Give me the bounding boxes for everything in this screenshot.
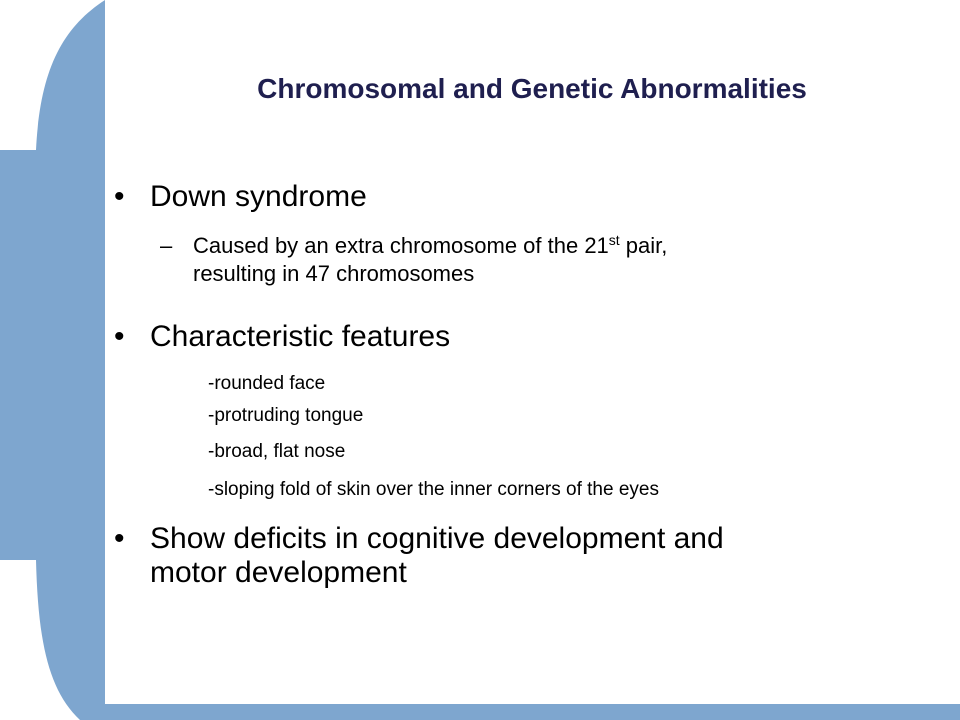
feature-item: -protruding tongue (208, 405, 364, 426)
bullet-line-1: Show deficits in cognitive development and (150, 522, 724, 555)
sub-bullet-line-1: Caused by an extra chromosome of the 21st pair, (193, 232, 668, 258)
bullet-text: Down syndrome (150, 180, 367, 213)
bullet-dot: • (114, 522, 125, 555)
slide-title: Chromosomal and Genetic Abnormalities (257, 73, 807, 104)
bullet-text: Characteristic features (150, 320, 451, 353)
feature-item: -sloping fold of skin over the inner corners of the eyes (208, 479, 659, 500)
sub-bullet-text (193, 232, 893, 288)
bullet-dot: • (114, 320, 125, 353)
feature-item: -rounded face (208, 373, 326, 394)
sub-bullet-line-2: resulting in 47 chromosomes (193, 261, 475, 286)
sub-bullet-dash: – (160, 233, 173, 258)
bullet-dot: • (114, 180, 125, 213)
feature-item: -broad, flat nose (208, 441, 346, 462)
bullet-line-2: motor development (150, 556, 407, 589)
bullet-text (150, 522, 890, 590)
ordinal-superscript: st (608, 232, 620, 248)
